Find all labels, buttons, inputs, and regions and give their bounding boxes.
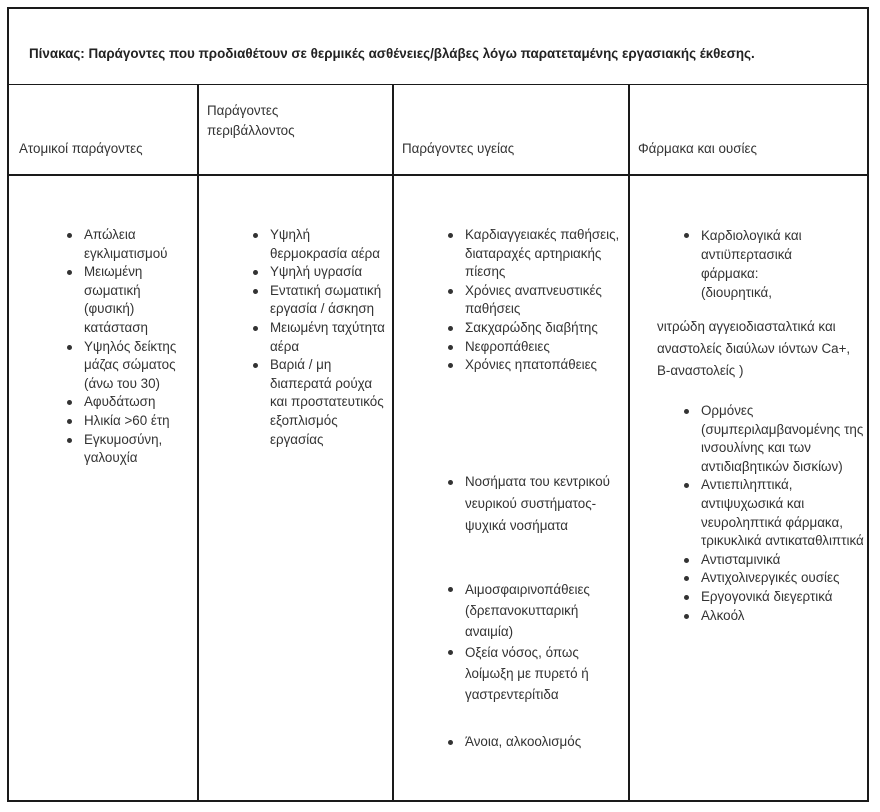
bullet-icon	[448, 587, 453, 592]
list-item: Εγκυμοσύνη, γαλουχία	[64, 431, 194, 468]
list-item: Αντιχολινεργικές ουσίες	[681, 569, 867, 588]
bullet-icon	[67, 438, 72, 443]
column-divider	[197, 84, 199, 800]
bullet-icon	[448, 740, 453, 745]
list-item: Σακχαρώδης διαβήτης	[445, 319, 625, 338]
bullet-icon	[684, 409, 689, 414]
list-item: Αλκοόλ	[681, 607, 867, 626]
bullet-icon	[684, 233, 689, 238]
list-item: Αντιεπιληπτικά, αντιψυχωσικά και νευροληπτικά φάρμακα, τρικυκλικά αντικαταθλιπτικά	[681, 476, 867, 550]
column-header-health: Παράγοντες υγείας	[402, 141, 515, 156]
bullet-icon	[67, 270, 72, 275]
bullet-icon	[684, 595, 689, 600]
list-item: Ορμόνες (συμπεριλαμβανομένης της ινσουλίνης και των αντιδιαβητικών δισκίων)	[681, 402, 867, 476]
bullet-icon	[67, 345, 72, 350]
list-item: Άνοια, αλκοολισμός	[445, 733, 625, 752]
table-title: Πίνακας: Παράγοντες που προδιαθέτουν σε θερμικές ασθένειες/βλάβες λόγω παρατεταμένης εργασιακής έκθεσης.	[29, 46, 755, 61]
list-item: Απώλεια εγκλιματισμού	[64, 226, 194, 263]
table-title-row	[9, 9, 867, 85]
bullet-icon	[448, 289, 453, 294]
list-item: Νοσήματα του κεντρικού νευρικού συστήματος-ψυχικά νοσήματα	[445, 471, 625, 537]
bullet-icon	[67, 233, 72, 238]
factors-table	[7, 7, 869, 802]
list-item: Καρδιαγγειακές παθήσεις, διαταραχές αρτηριακής πίεσης	[445, 226, 625, 282]
list-item: Οξεία νόσος, όπως λοίμωξη με πυρετό ή γαστρεντερίτιδα	[445, 642, 625, 705]
list-item: Νεφροπάθειες	[445, 338, 625, 357]
drugs-continuation-text: νιτρώδη αγγειοδιασταλτικά και αναστολείς διαύλων ιόντων Ca+, Β-αναστολείς )	[657, 319, 851, 378]
bullet-icon	[67, 419, 72, 424]
bullet-icon	[253, 289, 258, 294]
list-item: Μειωμένη σωματική (φυσική) κατάσταση	[64, 263, 194, 337]
list-item: Αντισταμινικά	[681, 551, 867, 570]
list-item: Μειωμένη ταχύτητα αέρα	[250, 319, 390, 356]
bullet-icon	[253, 363, 258, 368]
environment-factors-list	[250, 226, 390, 449]
list-item: Υψηλή υγρασία	[250, 263, 390, 282]
drugs-list-cardio	[681, 226, 821, 302]
bullet-icon	[448, 345, 453, 350]
list-item: Βαριά / μη διαπερατά ρούχα και προστατευτικός εξοπλισμός εργασίας	[250, 356, 390, 449]
health-factors-list-blood	[445, 579, 625, 705]
list-item: Καρδιολογικά και αντιϋπερτασικά φάρμακα: (διουρητικά,	[681, 226, 821, 302]
bullet-icon	[684, 576, 689, 581]
health-factors-list-dementia	[445, 733, 625, 752]
list-item: Χρόνιες ηπατοπάθειες	[445, 356, 625, 375]
bullet-icon	[253, 270, 258, 275]
list-item: Αιμοσφαιρινοπάθειες (δρεπανοκυτταρική αναιμία)	[445, 579, 625, 642]
list-item: Υψηλός δείκτης μάζας σώματος (άνω του 30)	[64, 338, 194, 394]
column-header-drugs: Φάρμακα και ουσίες	[638, 141, 757, 156]
list-item: Εντατική σωματική εργασία / άσκηση	[250, 282, 390, 319]
column-divider	[628, 84, 630, 800]
list-item: Υψηλή θερμοκρασία αέρα	[250, 226, 390, 263]
bullet-icon	[253, 326, 258, 331]
bullet-icon	[448, 233, 453, 238]
bullet-icon	[67, 400, 72, 405]
header-divider	[9, 174, 867, 176]
list-item: Χρόνιες αναπνευστικές παθήσεις	[445, 282, 625, 319]
column-divider	[392, 84, 394, 800]
list-item: Αφυδάτωση	[64, 393, 194, 412]
list-item: Εργογονικά διεγερτικά	[681, 588, 867, 607]
bullet-icon	[253, 233, 258, 238]
list-item: Ηλικία >60 έτη	[64, 412, 194, 431]
bullet-icon	[448, 650, 453, 655]
individual-factors-list	[64, 226, 194, 468]
health-factors-list	[445, 226, 625, 375]
column-header-environment: Παράγοντες περιβάλλοντος	[207, 103, 295, 138]
bullet-icon	[448, 363, 453, 368]
bullet-icon	[448, 480, 453, 485]
bullet-icon	[684, 558, 689, 563]
bullet-icon	[684, 614, 689, 619]
drugs-list	[681, 402, 867, 625]
bullet-icon	[448, 326, 453, 331]
health-factors-list-cns	[445, 471, 625, 537]
column-header-individual: Ατομικοί παράγοντες	[19, 141, 143, 156]
bullet-icon	[684, 483, 689, 488]
